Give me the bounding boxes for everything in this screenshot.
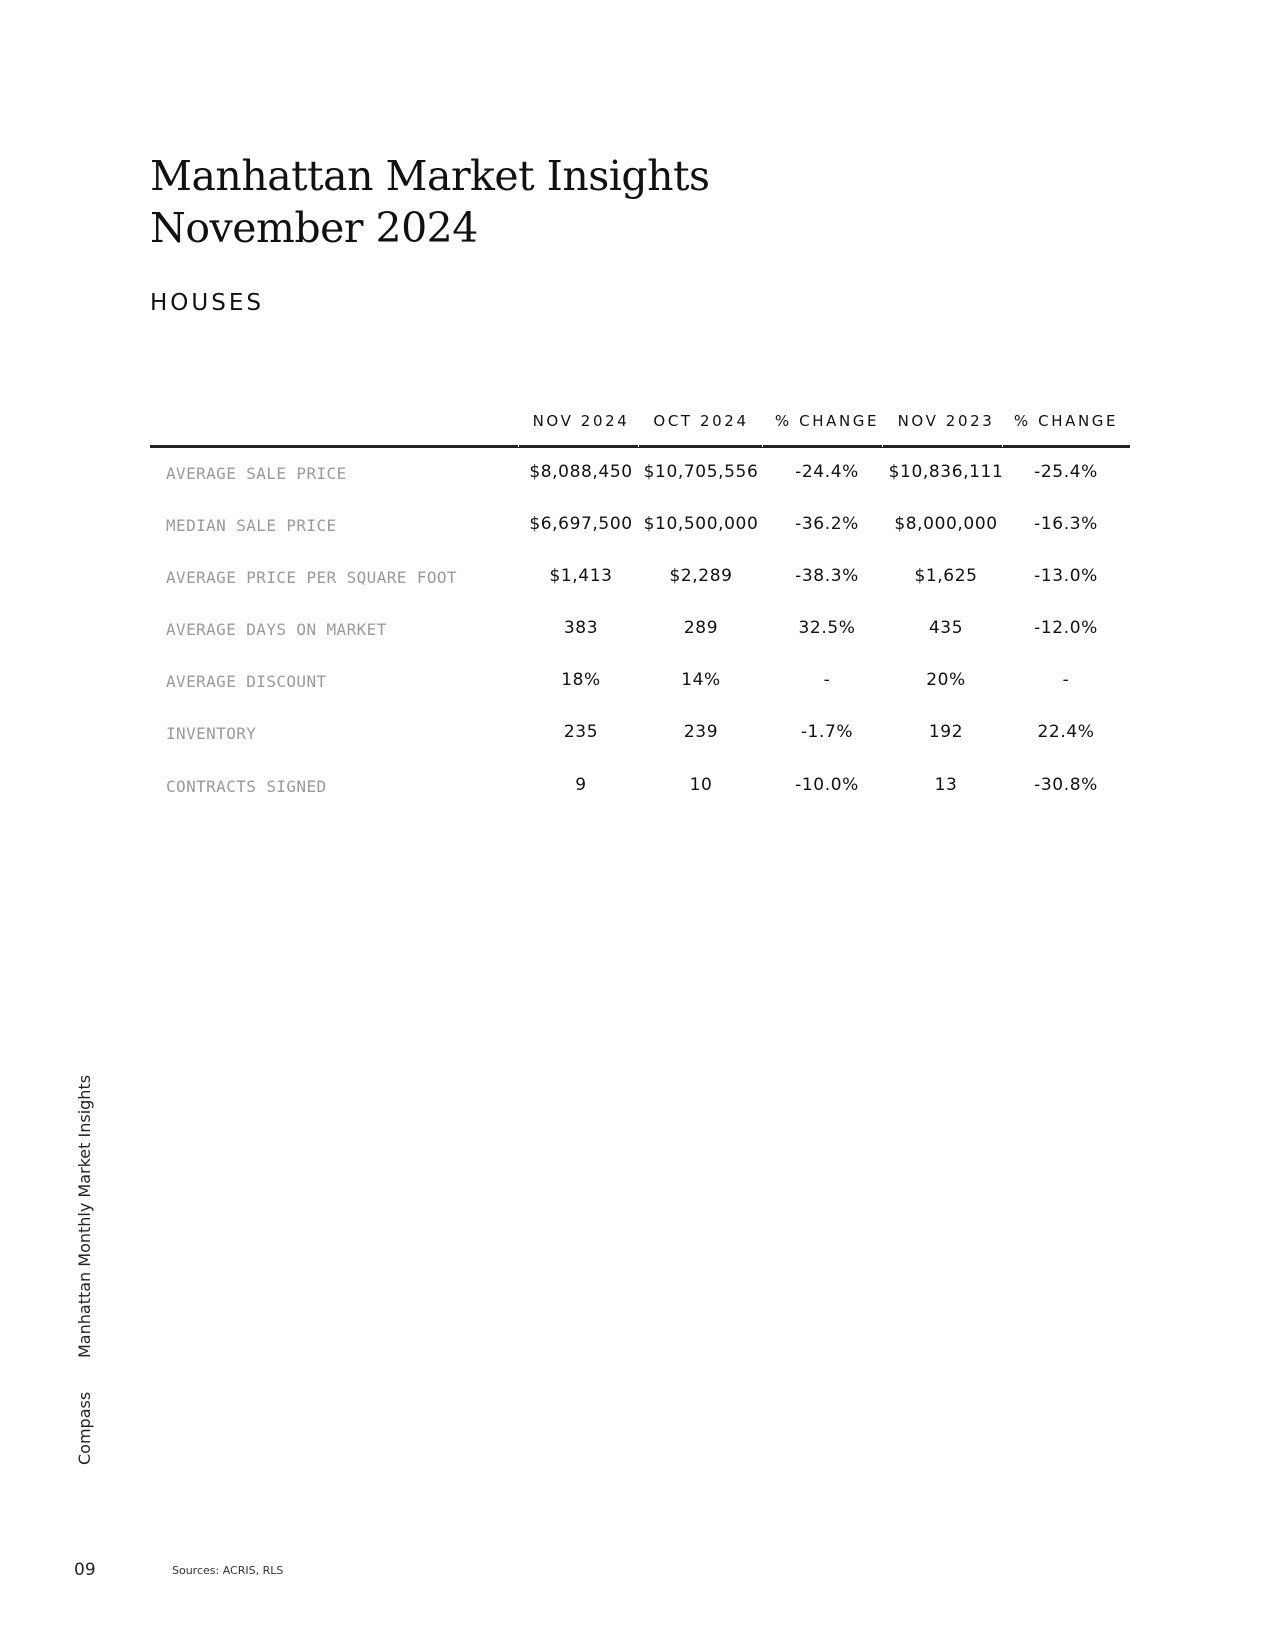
table-cell: 289 [683,618,719,638]
table-cell: 239 [683,722,719,742]
table-cell: $8,088,450 [529,462,633,482]
table-cell: 18% [561,670,601,690]
page-title [150,150,710,254]
table-cell: $8,000,000 [894,514,998,534]
table-cell: -24.4% [795,462,859,482]
table-row [0,516,1275,546]
row-label: INVENTORY [166,724,257,743]
row-label: MEDIAN SALE PRICE [166,516,337,535]
table-cell: 32.5% [798,618,856,638]
column-divider [518,443,519,447]
column-divider [638,443,639,447]
table-cell: -25.4% [1034,462,1098,482]
row-label: AVERAGE DISCOUNT [166,672,327,691]
table-cell: $1,413 [549,566,613,586]
sources-note: Sources: ACRIS, RLS [172,1564,284,1577]
table-cell: 14% [681,670,721,690]
table-cell: 10 [689,775,713,795]
column-divider [882,443,883,447]
table-cell: $10,705,556 [643,462,759,482]
row-label: AVERAGE PRICE PER SQUARE FOOT [166,568,457,587]
table-cell: $6,697,500 [529,514,633,534]
table-cell: $10,836,111 [888,462,1004,482]
column-header-nov-2023: NOV 2023 [897,412,995,430]
table-row [0,620,1275,650]
table-header-rule [150,445,1130,448]
column-divider [1002,443,1003,447]
table-cell: - [823,670,831,690]
table-row [0,724,1275,754]
table-cell: -38.3% [795,566,859,586]
table-row [0,464,1275,494]
table-cell: -13.0% [1034,566,1098,586]
column-divider [762,443,763,447]
table-cell: 9 [575,775,587,795]
column-header-pct-change-year: % CHANGE [1013,412,1119,430]
table-cell: -16.3% [1034,514,1098,534]
table-cell: -36.2% [795,514,859,534]
table-cell: 20% [926,670,966,690]
section-label: HOUSES [150,290,264,316]
row-label: CONTRACTS SIGNED [166,777,327,796]
title-line-2: November 2024 [150,204,478,252]
table-cell: -12.0% [1034,618,1098,638]
table-cell: -10.0% [795,775,859,795]
table-row [0,672,1275,702]
table-row [0,777,1275,807]
table-cell: 383 [563,618,599,638]
table-cell: 22.4% [1037,722,1095,742]
table-cell: 13 [934,775,958,795]
table-cell: -1.7% [800,722,854,742]
sidebar-publication-title: Manhattan Monthly Market Insights [75,1074,94,1358]
column-header-nov-2024: NOV 2024 [532,412,630,430]
table-cell: 192 [928,722,964,742]
row-label: AVERAGE DAYS ON MARKET [166,620,387,639]
table-cell: $2,289 [669,566,733,586]
page-number: 09 [74,1560,96,1580]
sidebar-brand: Compass [75,1391,94,1465]
table-row [0,568,1275,598]
column-header-pct-change-month: % CHANGE [774,412,880,430]
table-cell: $10,500,000 [643,514,759,534]
table-cell: - [1062,670,1070,690]
table-cell: 235 [563,722,599,742]
table-cell: 435 [928,618,964,638]
table-cell: $1,625 [914,566,978,586]
row-label: AVERAGE SALE PRICE [166,464,347,483]
column-header-oct-2024: OCT 2024 [653,412,749,430]
table-cell: -30.8% [1034,775,1098,795]
title-line-1: Manhattan Market Insights [150,152,710,200]
